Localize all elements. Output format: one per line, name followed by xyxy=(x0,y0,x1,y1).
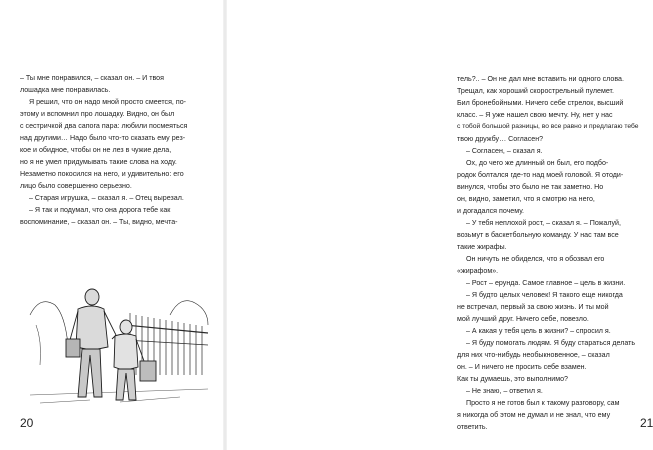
left-text-column xyxy=(20,72,207,228)
text-line: с сестричкой два сапога пара: любили посмеяться xyxy=(20,122,188,130)
text-line: такие жирафы. xyxy=(457,243,507,251)
text-line: лицо было совершенно серьезно. xyxy=(20,182,132,190)
text-line: твою дружбу… Согласен? xyxy=(457,135,544,143)
text-line: Бил бронебойными. Ничего себе стрелок, высший xyxy=(457,99,624,107)
text-line: не встречал, первый за свою жизнь. И ты мой xyxy=(457,303,609,311)
text-line: – Я так и подумал, что она дорога тебе как xyxy=(29,206,171,214)
right-page xyxy=(225,0,653,450)
text-line: Ох, до чего же длинный он был, его подбо- xyxy=(466,159,609,167)
text-line: Я решил, что он надо мной просто смеется, по- xyxy=(29,98,187,106)
text-line: кое и обидное, чтобы он не лез в чужие дела, xyxy=(20,146,172,154)
right-text-column xyxy=(457,73,643,433)
text-line: и догадался почему. xyxy=(457,207,525,215)
text-line: Он ничуть не обиделся, что я обозвал его xyxy=(466,255,605,263)
text-line: Просто я не готов был к такому разговору, сам xyxy=(466,399,620,407)
text-line: Незаметно покосился на него, и удивительно: его xyxy=(20,170,184,178)
text-line: тель?.. – Он не дал мне вставить ни одного слова. xyxy=(457,75,624,83)
text-line: – Рост – ерунда. Самое главное – цель в жизни. xyxy=(466,279,626,287)
text-line: воспоминание, – сказал он. – Ты, видно, мечта- xyxy=(20,218,178,226)
text-line: он. – И ничего не просить себе взамен. xyxy=(457,363,587,371)
illustration-two-boys xyxy=(30,285,210,410)
text-line: над другими… Надо было что-то сказать ему рез- xyxy=(20,134,186,142)
text-line: класс. – Я уже нашел свою мечту. Ну, нет у нас xyxy=(457,111,613,119)
text-line: – У тебя неплохой рост, – сказал я. – Пожалуй, xyxy=(466,219,621,227)
text-line: – Старая игрушка, – сказал я. – Отец вырезал. xyxy=(29,194,184,202)
text-line: но я не умел придумывать такие слова на ходу. xyxy=(20,158,177,166)
text-line: «жирафом». xyxy=(457,267,499,275)
text-line: с тобой большой разницы, во все равно и предлагаю тебе xyxy=(457,123,639,130)
text-line: – Ты мне понравился, – сказал он. – И твоя xyxy=(20,74,164,82)
text-line: ответить. xyxy=(457,423,488,431)
text-line: – Я буду помогать людям. Я буду стараться делать xyxy=(466,339,636,347)
short-boy-figure xyxy=(114,320,156,400)
text-line: Как ты думаешь, это выполнимо? xyxy=(457,375,569,383)
text-line: – А какая у тебя цель в жизни? – спросил я. xyxy=(466,327,611,335)
text-line: – Согласен, – сказал я. xyxy=(466,147,543,155)
page-number-left: 20 xyxy=(20,416,34,430)
text-line: я никогда об этом не думал и не знал, что ему xyxy=(457,411,611,419)
text-line: винулся, чтобы это было не так заметно. Но xyxy=(457,183,604,191)
left-page xyxy=(0,0,225,450)
text-line: лошадка мне понравилась. xyxy=(20,86,111,94)
text-line: родок болтался где-то над моей головой. Я отоди- xyxy=(457,171,624,179)
text-line: мой лучший друг. Ничего себе, повезло. xyxy=(457,315,589,323)
text-line: этому и вспомнил про лошадку. Видно, он был xyxy=(20,110,175,118)
text-line: возьмут в баскетбольную команду. У нас там все xyxy=(457,231,619,239)
text-line: – Не знаю, – ответил я. xyxy=(466,387,543,395)
page-number-right: 21 xyxy=(640,416,653,430)
tall-boy-figure xyxy=(66,289,116,397)
text-line: он, видно, заметил, что я смотрю на него, xyxy=(457,195,595,203)
text-line: для них что-нибудь необыкновенное, – сказал xyxy=(457,351,610,359)
text-line: – Я будто целых человек! Я такого еще никогда xyxy=(466,291,623,299)
text-line: Трещал, как хороший скорострельный пулемет. xyxy=(457,87,614,95)
